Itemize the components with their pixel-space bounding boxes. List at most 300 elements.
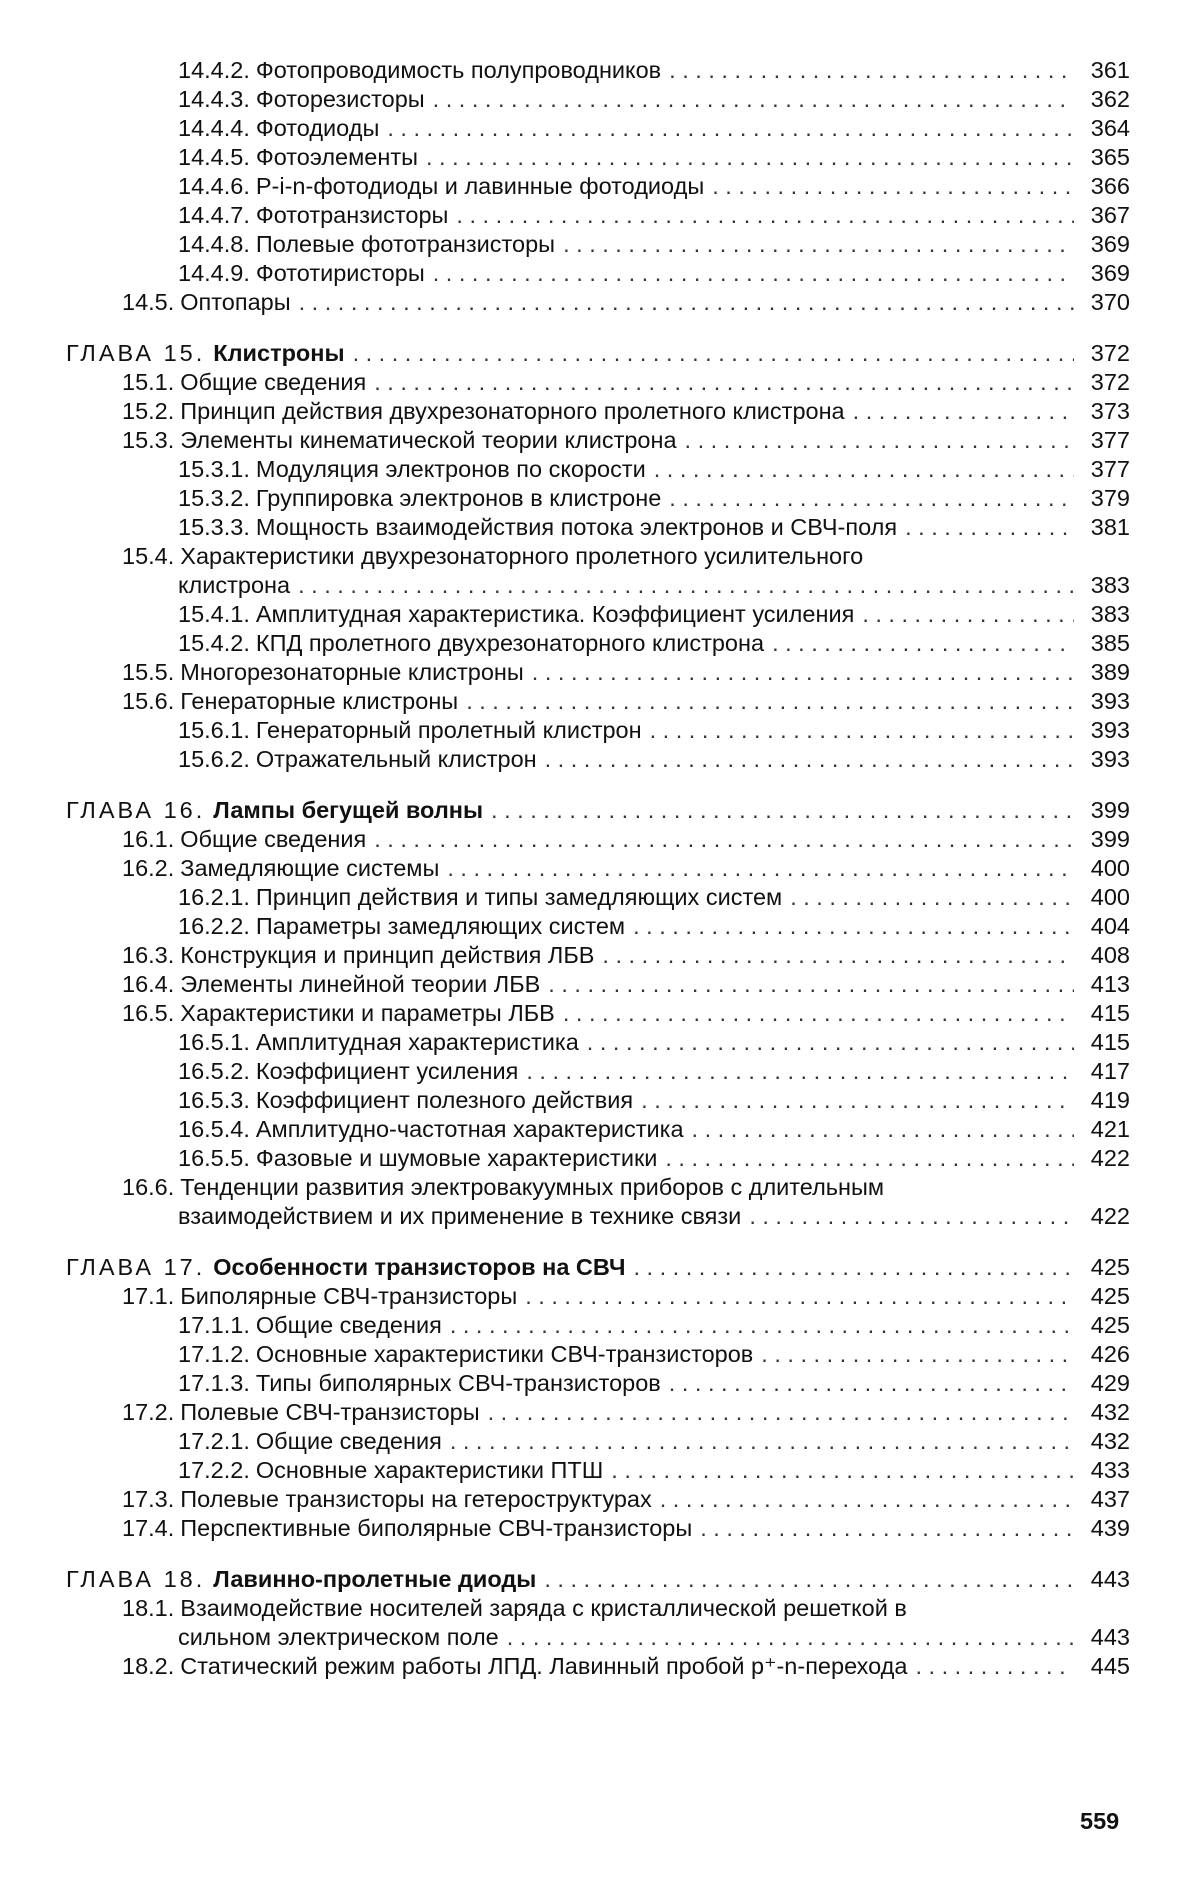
entry-line [122,397,1130,426]
dot-leader [712,172,1074,201]
section-number: 14.4.9. [178,260,250,286]
section-title: Оптопары [180,289,291,315]
dot-leader [665,1144,1074,1173]
toc-entry [0,1173,1130,1231]
dot-leader [669,484,1074,513]
toc-entry [0,883,1130,912]
toc-entry [0,999,1130,1028]
section-number: 14.5. [122,289,175,315]
dot-leader [685,426,1074,455]
toc-entry [0,85,1130,114]
section-number: 16.5. [122,1000,175,1026]
toc-entry [0,1115,1130,1144]
section-number: 15.1. [122,369,175,395]
entry-first-line [122,1173,1130,1202]
page-ref: 400 [1090,884,1130,910]
toc-entry [0,970,1130,999]
section-number: 16.2. [122,855,175,881]
entry-line [178,85,1130,114]
toc-entry [0,1456,1130,1485]
section-number: 14.4.3. [178,86,250,112]
dot-leader [669,1369,1074,1398]
section-title: Типы биполярных СВЧ-транзисторов [255,1370,661,1396]
section-title: Характеристики двухрезонаторного пролетного усилительного [180,543,864,569]
page-ref: 437 [1090,1486,1130,1512]
entry-line [122,1398,1130,1427]
dot-leader [525,1282,1074,1311]
dot-leader [545,745,1074,774]
section-title: Замедляющие системы [180,855,440,881]
entry-line [178,455,1130,484]
entry-title [178,1427,442,1456]
section-number: 15.6.1. [178,717,250,743]
section-number: 15.5. [122,659,175,685]
toc-entry [0,513,1130,542]
entry-line [178,513,1130,542]
page-ref: 372 [1090,340,1130,366]
entry-title [122,1282,517,1311]
section-number: 15.4. [122,543,175,569]
page-ref: 385 [1090,630,1130,656]
section-title: Фототранзисторы [255,202,449,228]
section-title: Генераторные клистроны [180,688,459,714]
dot-leader [772,629,1074,658]
chapter-entry [0,1253,1130,1282]
toc-entry [0,716,1130,745]
entry-first-line [122,1594,1130,1623]
section-title: Полевые СВЧ-транзисторы [180,1399,480,1425]
page-ref: 393 [1090,688,1130,714]
toc-entry [0,1311,1130,1340]
toc-entry [0,912,1130,941]
entry-title [122,854,439,883]
entry-line [122,426,1130,455]
dot-leader [669,56,1074,85]
toc-entry [0,542,1130,600]
section-number: 16.3. [122,942,175,968]
entry-title [178,172,704,201]
section-number: 15.3.1. [178,456,250,482]
section-title: Основные характеристики СВЧ-транзисторов [255,1341,754,1367]
dot-leader [426,143,1074,172]
toc-entry [0,854,1130,883]
entry-line [66,1253,1130,1282]
entry-line [178,1427,1130,1456]
dot-leader [749,1202,1074,1231]
page-ref: 425 [1090,1312,1130,1338]
toc-entry [0,288,1130,317]
entry-title [122,999,555,1028]
toc-entry [0,397,1130,426]
entry-title [66,796,483,825]
toc-entry [0,1282,1130,1311]
entry-title [122,658,524,687]
dot-leader [526,1057,1074,1086]
section-title: P-i-n-фотодиоды и лавинные фотодиоды [255,173,705,199]
entry-line [178,883,1130,912]
entry-title [178,1369,661,1398]
page-ref: 369 [1090,260,1130,286]
section-number: 16.2.1. [178,884,250,910]
page-ref: 383 [1090,572,1130,598]
chapter-title: Особенности транзисторов на СВЧ [213,1254,626,1280]
toc-entry [0,1144,1130,1173]
section-number: 14.4.8. [178,231,250,257]
chapter-entry [0,1565,1130,1594]
page-ref: 372 [1090,369,1130,395]
toc-entry [0,825,1130,854]
chapter-entry [0,796,1130,825]
section-title: Статический режим работы ЛПД. Лавинный пробой p⁺-n-перехода [180,1653,908,1679]
entry-line [122,1202,1130,1231]
chapter-title: Лампы бегущей волны [213,797,484,823]
dot-leader [548,970,1074,999]
entry-line [178,484,1130,513]
entry-title [122,1174,884,1200]
section-title-continued: сильном электрическом поле [178,1624,499,1650]
page-ref: 445 [1090,1653,1130,1679]
entry-line [178,716,1130,745]
toc-entry [0,201,1130,230]
entry-line [122,999,1130,1028]
entry-line [178,1115,1130,1144]
page-ref: 432 [1090,1399,1130,1425]
entry-title [122,1485,652,1514]
dot-leader [488,1398,1074,1427]
section-title: Элементы линейной теории ЛБВ [180,971,541,997]
entry-line [122,970,1130,999]
entry-title [178,1086,633,1115]
section-title: Полевые фототранзисторы [255,231,556,257]
section-number: 17.3. [122,1486,175,1512]
section-number: 16.5.1. [178,1029,250,1055]
section-number: 15.3.3. [178,514,250,540]
page-ref: 369 [1090,231,1130,257]
entry-line [178,1369,1130,1398]
dot-leader [587,1028,1074,1057]
section-title: Взаимодействие носителей заряда с кристаллической решеткой в [180,1595,907,1621]
entry-line [178,1456,1130,1485]
dot-leader [862,600,1074,629]
entry-line [178,600,1130,629]
section-title: Биполярные СВЧ-транзисторы [180,1283,518,1309]
entry-title [178,716,642,745]
entry-title [178,56,661,85]
section-title: Фотопроводимость полупроводников [255,57,662,83]
page-ref: 370 [1090,289,1130,315]
entry-title [178,600,854,629]
section-title: Тенденции развития электровакуумных приборов с длительным [180,1174,885,1200]
entry-line [178,1028,1130,1057]
section-number: 15.3.2. [178,485,250,511]
page-number: 559 [1080,1808,1120,1834]
chapter-title: Лавинно-пролетные диоды [213,1566,537,1592]
entry-line [178,172,1130,201]
dot-leader [602,941,1074,970]
toc-entry [0,1369,1130,1398]
section-number: 14.4.7. [178,202,250,228]
dot-leader [700,1514,1074,1543]
dot-leader [633,1253,1074,1282]
section-title: Амплитудная характеристика [255,1029,579,1055]
entry-title [122,1595,907,1621]
toc-entry [0,1652,1130,1681]
entry-title [178,1456,603,1485]
toc-entry [0,56,1130,85]
toc-entry [0,745,1130,774]
section-title: Общие сведения [255,1428,442,1454]
chapter-label: ГЛАВА 17. [66,1254,206,1280]
section-number: 16.5.3. [178,1087,250,1113]
page-ref: 365 [1090,144,1130,170]
section-title: Отражательный клистрон [255,746,537,772]
entry-line [122,825,1130,854]
section-title: Общие сведения [180,826,367,852]
entry-title [122,941,594,970]
entry-title [178,1340,753,1369]
page-ref: 381 [1090,514,1130,540]
page-ref: 361 [1090,57,1130,83]
section-title: Полевые транзисторы на гетероструктурах [180,1486,652,1512]
entry-title [178,912,625,941]
page-ref: 393 [1090,746,1130,772]
section-title: Модуляция электронов по скорости [255,456,646,482]
section-title: Общие сведения [255,1312,442,1338]
dot-leader [660,1485,1074,1514]
section-number: 15.4.2. [178,630,250,656]
page-ref: 408 [1090,942,1130,968]
entry-line [178,230,1130,259]
entry-line [178,1144,1130,1173]
entry-line [122,941,1130,970]
entry-title [66,1253,625,1282]
section-number: 16.4. [122,971,175,997]
page-ref: 422 [1090,1203,1130,1229]
dot-leader [456,201,1074,230]
section-number: 16.5.2. [178,1058,250,1084]
toc-entry [0,368,1130,397]
entry-title [178,114,379,143]
toc-entry [0,600,1130,629]
toc-entry [0,259,1130,288]
section-title: Генераторный пролетный клистрон [255,717,642,743]
section-number: 14.4.4. [178,115,250,141]
section-title-continued: взаимодействием и их применение в технике связи [178,1203,742,1229]
section-title: Параметры замедляющих систем [255,913,626,939]
dot-leader [447,854,1074,883]
page-ref: 366 [1090,173,1130,199]
dot-leader [387,114,1074,143]
chapter-title: Клистроны [213,340,345,366]
page-ref: 422 [1090,1145,1130,1171]
page-ref: 415 [1090,1000,1130,1026]
dot-leader [507,1623,1074,1652]
section-number: 17.2.2. [178,1457,250,1483]
entry-title [178,1311,442,1340]
dot-leader [563,999,1074,1028]
dot-leader [641,1086,1074,1115]
page-ref: 364 [1090,115,1130,141]
section-title: Коэффициент полезного действия [255,1087,634,1113]
section-title: КПД пролетного двухрезонаторного клистрона [255,630,765,656]
section-number: 18.2. [122,1653,175,1679]
entry-line [178,1086,1130,1115]
dot-leader [650,716,1074,745]
page-ref: 421 [1090,1116,1130,1142]
entry-title [66,339,345,368]
page-ref: 419 [1090,1087,1130,1113]
dot-leader [298,571,1074,600]
entry-line [178,629,1130,658]
entry-line [66,339,1130,368]
page-ref: 404 [1090,913,1130,939]
entry-line [122,571,1130,600]
toc-entry [0,230,1130,259]
dot-leader [353,339,1074,368]
dot-leader [611,1456,1074,1485]
section-title: Амплитудная характеристика. Коэффициент усиления [255,601,855,627]
page-ref: 399 [1090,797,1130,823]
section-number: 18.1. [122,1595,175,1621]
section-number: 17.1.1. [178,1312,250,1338]
toc-entry [0,658,1130,687]
entry-title [122,397,845,426]
entry-title [122,426,677,455]
section-number: 14.4.2. [178,57,250,83]
section-number: 16.1. [122,826,175,852]
page-ref: 443 [1090,1566,1130,1592]
section-title: Общие сведения [180,369,367,395]
section-number: 14.4.6. [178,173,250,199]
section-number: 15.6.2. [178,746,250,772]
section-number: 17.4. [122,1515,175,1541]
page-ref: 400 [1090,855,1130,881]
entry-line [178,143,1130,172]
toc-entry [0,1340,1130,1369]
section-title: Многорезонаторные клистроны [180,659,524,685]
page-ref: 373 [1090,398,1130,424]
section-number: 16.6. [122,1174,175,1200]
chapter-entry [0,339,1130,368]
dot-leader [433,259,1074,288]
section-number: 17.1. [122,1283,175,1309]
page-ref: 415 [1090,1029,1130,1055]
section-title: Группировка электронов в клистроне [255,485,662,511]
entry-line [66,796,1130,825]
entry-line [178,912,1130,941]
entry-title [178,629,764,658]
entry-line [178,114,1130,143]
toc-entry [0,1398,1130,1427]
toc-entry [0,1086,1130,1115]
dot-leader [450,1311,1074,1340]
entry-title [178,484,661,513]
dot-leader [761,1340,1074,1369]
page-ref: 439 [1090,1515,1130,1541]
page-ref: 425 [1090,1254,1130,1280]
page-ref: 399 [1090,826,1130,852]
section-title: Фазовые и шумовые характеристики [255,1145,658,1171]
toc-entry [0,941,1130,970]
dot-leader [374,368,1074,397]
entry-title [122,288,291,317]
toc-entry [0,687,1130,716]
dot-leader [374,825,1074,854]
entry-line [122,368,1130,397]
section-title: Фотодиоды [255,115,380,141]
section-title: Характеристики и параметры ЛБВ [180,1000,555,1026]
entry-title [178,513,897,542]
dot-leader [433,85,1074,114]
dot-leader [491,796,1074,825]
entry-line [122,1623,1130,1652]
section-number: 16.2.2. [178,913,250,939]
section-title: Мощность взаимодействия потока электронов и СВЧ-поля [255,514,898,540]
page-ref: 429 [1090,1370,1130,1396]
entry-title [122,687,458,716]
entry-line [122,854,1130,883]
section-number: 17.1.2. [178,1341,250,1367]
section-title: Конструкция и принцип действия ЛБВ [180,942,595,968]
entry-first-line [122,542,1130,571]
entry-line [178,259,1130,288]
section-number: 17.2.1. [178,1428,250,1454]
entry-title [178,1144,657,1173]
dot-leader [633,912,1074,941]
entry-title [122,368,366,397]
section-title: Основные характеристики ПТШ [255,1457,604,1483]
entry-title [122,1398,480,1427]
table-of-contents [0,56,1200,1681]
section-number: 17.2. [122,1399,175,1425]
entry-title [66,1565,536,1594]
page-ref: 377 [1090,456,1130,482]
dot-leader [563,230,1074,259]
dot-leader [466,687,1074,716]
entry-title [178,143,418,172]
dot-leader [790,883,1074,912]
entry-line [178,56,1130,85]
page-ref: 362 [1090,86,1130,112]
section-number: 15.6. [122,688,175,714]
section-title: Фоторезисторы [255,86,425,112]
entry-title [178,745,537,774]
section-number: 17.1.3. [178,1370,250,1396]
entry-title [122,825,366,854]
entry-line [122,1652,1130,1681]
page-ref: 389 [1090,659,1130,685]
dot-leader [544,1565,1074,1594]
dot-leader [654,455,1074,484]
entry-title [122,1652,907,1681]
section-number: 16.5.5. [178,1145,250,1171]
entry-line [122,1485,1130,1514]
section-title: Принцип действия двухрезонаторного пролетного клистрона [180,398,845,424]
section-title: Амплитудно-частотная характеристика [255,1116,684,1142]
dot-leader [450,1427,1074,1456]
entry-title [178,230,555,259]
section-number: 14.4.5. [178,144,250,170]
chapter-label: ГЛАВА 16. [66,797,206,823]
entry-title [178,85,425,114]
entry-line [122,288,1130,317]
section-title: Коэффициент усиления [255,1058,519,1084]
section-number: 15.2. [122,398,175,424]
toc-entry [0,1485,1130,1514]
page-ref: 379 [1090,485,1130,511]
toc-entry [0,1594,1130,1652]
toc-entry [0,426,1130,455]
